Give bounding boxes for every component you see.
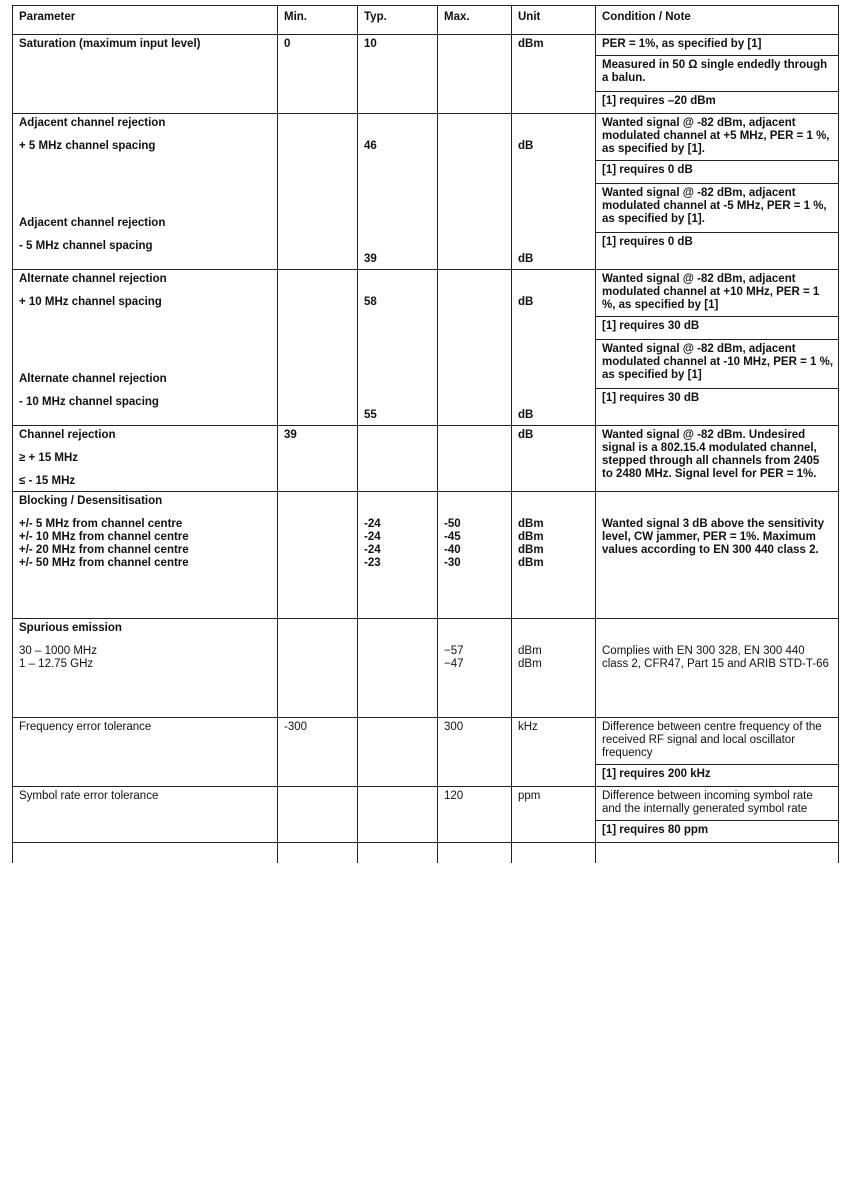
table-row-channel-rejection (13, 426, 839, 492)
header-max: Max. (438, 6, 512, 35)
symbol-rate-parameter: Symbol rate error tolerance (13, 787, 278, 843)
freq-error-max: 300 (438, 718, 512, 787)
spurious-item-1: 1 – 12.75 GHz (19, 658, 94, 670)
adjacent-a-note: Wanted signal @ -82 dBm, adjacent modulated channel at +5 MHz, PER = 1 %, as specified by [1]. (602, 117, 830, 155)
symbol-rate-note-text: Difference between incoming symbol rate and the internally generated symbol rate (602, 790, 813, 815)
blocking-parameter (13, 492, 278, 619)
header-unit: Unit (512, 6, 596, 35)
blocking-typ-2: -24 (364, 544, 381, 556)
alternate-b-note: Wanted signal @ -82 dBm, adjacent modulated channel at -10 MHz, PER = 1 %, as specified by [1] (596, 339, 838, 384)
table-row-freq-error (13, 718, 839, 787)
saturation-typ: 10 (358, 35, 438, 114)
header-typ: Typ. (358, 6, 438, 35)
spurious-note-text: Complies with EN 300 328, EN 300 440 class 2, CFR47, Part 15 and ARIB STD-T-66 (602, 645, 829, 670)
adjacent-typ (358, 114, 438, 270)
alternate-note (596, 270, 839, 426)
saturation-note (596, 35, 839, 114)
blocking-min (278, 492, 358, 619)
alternate-a-note: Wanted signal @ -82 dBm, adjacent modulated channel at +10 MHz, PER = 1 %, as specified by [1] (602, 273, 820, 311)
blocking-typ-3: -23 (364, 557, 381, 569)
blocking-note-text: Wanted signal 3 dB above the sensitivity level, CW jammer, PER = 1%. Maximum values according to EN 300 440 class 2. (602, 518, 824, 556)
spurious-min (278, 619, 358, 718)
spec-table (12, 5, 839, 863)
symbol-rate-max: 120 (438, 787, 512, 843)
spurious-unit (512, 619, 596, 718)
header-min: Min. (278, 6, 358, 35)
alternate-a-typ: 58 (364, 296, 377, 308)
blocking-typ-0: -24 (364, 518, 381, 530)
channel-rejection-note: Wanted signal @ -82 dBm. Undesired signal is a 802.15.4 modulated channel, stepped through all channels from 2405 to 2480 MHz. Signal level for PER = 1%. (596, 426, 839, 492)
adjacent-parameter (13, 114, 278, 270)
header-row (13, 6, 839, 35)
blocking-max-2: -40 (444, 544, 461, 556)
channel-rejection-max (438, 426, 512, 492)
spurious-max (438, 619, 512, 718)
adjacent-a-typ: 46 (364, 140, 377, 152)
adjacent-a-spacing: + 5 MHz channel spacing (19, 140, 156, 152)
blocking-unit (512, 492, 596, 619)
adjacent-b-req: [1] requires 0 dB (596, 232, 838, 251)
symbol-rate-min (278, 787, 358, 843)
table-row-blocking (13, 492, 839, 619)
adjacent-max (438, 114, 512, 270)
blocking-max-0: -50 (444, 518, 461, 530)
alternate-b-param: Alternate channel rejection (19, 373, 167, 385)
symbol-rate-req: [1] requires 80 ppm (596, 820, 838, 839)
freq-error-min: -300 (278, 718, 358, 787)
spurious-title: Spurious emission (19, 622, 122, 634)
adjacent-a-unit: dB (518, 140, 534, 152)
blocking-unit-3: dBm (518, 557, 544, 569)
spurious-note (596, 619, 839, 718)
alternate-b-unit: dB (518, 409, 534, 421)
symbol-rate-typ (358, 787, 438, 843)
blocking-title: Blocking / Desensitisation (19, 495, 163, 507)
channel-rejection-line1: ≥ + 15 MHz (19, 452, 79, 464)
adjacent-a-param: Adjacent channel rejection (19, 117, 166, 129)
alternate-b-typ: 55 (364, 409, 377, 421)
alternate-b-spacing: - 10 MHz channel spacing (19, 396, 159, 408)
channel-rejection-min: 39 (278, 426, 358, 492)
freq-error-typ (358, 718, 438, 787)
header-parameter: Parameter (13, 6, 278, 35)
alternate-unit (512, 270, 596, 426)
freq-error-note (596, 718, 839, 787)
freq-error-unit: kHz (512, 718, 596, 787)
table-row-alternate (13, 270, 839, 426)
adjacent-b-note: Wanted signal @ -82 dBm, adjacent modulated channel at -5 MHz, PER = 1 %, as specified by [1]. (596, 183, 838, 228)
table-continuation (13, 843, 839, 864)
freq-error-note-text: Difference between centre frequency of the received RF signal and local oscillator frequency (602, 721, 822, 759)
spurious-item-0: 30 – 1000 MHz (19, 645, 97, 657)
blocking-max-1: -45 (444, 531, 461, 543)
blocking-note (596, 492, 839, 619)
saturation-note-3: [1] requires –20 dBm (596, 91, 838, 110)
alternate-a-param: Alternate channel rejection (19, 273, 167, 285)
table-row-spurious (13, 619, 839, 718)
blocking-unit-2: dBm (518, 544, 544, 556)
blocking-item-0: +/- 5 MHz from channel centre (19, 518, 183, 530)
channel-rejection-title: Channel rejection (19, 429, 116, 441)
alternate-min (278, 270, 358, 426)
blocking-max (438, 492, 512, 619)
freq-error-parameter: Frequency error tolerance (13, 718, 278, 787)
alternate-a-spacing: + 10 MHz channel spacing (19, 296, 162, 308)
saturation-max (438, 35, 512, 114)
spurious-typ (358, 619, 438, 718)
adjacent-note (596, 114, 839, 270)
adjacent-b-unit: dB (518, 253, 534, 265)
spurious-parameter (13, 619, 278, 718)
alternate-b-req: [1] requires 30 dB (596, 388, 838, 407)
adjacent-b-spacing: - 5 MHz channel spacing (19, 240, 153, 252)
spurious-unit-0: dBm (518, 645, 542, 657)
blocking-unit-1: dBm (518, 531, 544, 543)
header-condition: Condition / Note (596, 6, 839, 35)
alternate-typ (358, 270, 438, 426)
adjacent-a-req: [1] requires 0 dB (596, 160, 838, 179)
saturation-unit: dBm (512, 35, 596, 114)
adjacent-b-param: Adjacent channel rejection (19, 217, 166, 229)
alternate-a-unit: dB (518, 296, 534, 308)
freq-error-req: [1] requires 200 kHz (596, 764, 838, 783)
blocking-item-3: +/- 50 MHz from channel centre (19, 557, 189, 569)
alternate-max (438, 270, 512, 426)
channel-rejection-parameter (13, 426, 278, 492)
table-row-adjacent (13, 114, 839, 270)
blocking-typ (358, 492, 438, 619)
spurious-unit-1: dBm (518, 658, 542, 670)
saturation-note-1: PER = 1%, as specified by [1] (602, 38, 762, 50)
adjacent-unit (512, 114, 596, 270)
spurious-max-0: −57 (444, 645, 464, 657)
saturation-parameter: Saturation (maximum input level) (13, 35, 278, 114)
symbol-rate-note (596, 787, 839, 843)
adjacent-b-typ: 39 (364, 253, 377, 265)
saturation-min: 0 (278, 35, 358, 114)
channel-rejection-line2: ≤ - 15 MHz (19, 475, 76, 487)
alternate-a-req: [1] requires 30 dB (596, 316, 838, 335)
blocking-item-1: +/- 10 MHz from channel centre (19, 531, 189, 543)
adjacent-min (278, 114, 358, 270)
blocking-unit-0: dBm (518, 518, 544, 530)
symbol-rate-unit: ppm (512, 787, 596, 843)
saturation-note-2: Measured in 50 Ω single endedly through a balun. (596, 55, 838, 87)
alternate-parameter (13, 270, 278, 426)
channel-rejection-typ (358, 426, 438, 492)
table-row-symbol-rate (13, 787, 839, 843)
blocking-max-3: -30 (444, 557, 461, 569)
blocking-item-2: +/- 20 MHz from channel centre (19, 544, 189, 556)
blocking-typ-1: -24 (364, 531, 381, 543)
table-row-saturation (13, 35, 839, 114)
spurious-max-1: −47 (444, 658, 464, 670)
channel-rejection-unit: dB (512, 426, 596, 492)
